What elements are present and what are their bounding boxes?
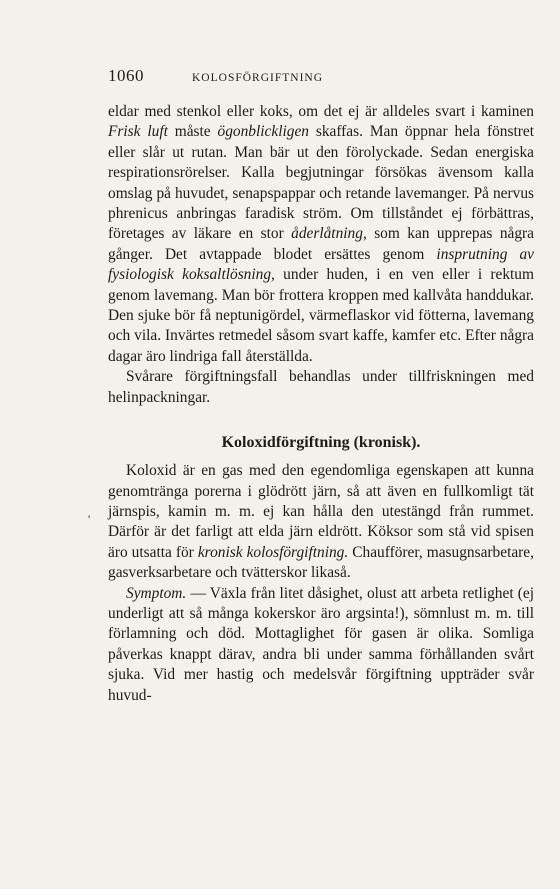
italic-text: ögonblickligen [217, 123, 309, 141]
text-run: Chaufförer, masugnsarbetare, gasverksarbetare och tvätterskor likaså. [108, 543, 534, 582]
text-run: under huden, i en ven eller i rektum genom lavemang. Man bör frottera kroppen med kallvåta handdukar. Den sjuke bör få neptunigördel, värmeflaskor vid fötterna, lavemang och vila. Invärtes retmedel såsom svart kaffe, kamfer etc. Efter några dagar äro lindriga fall återställda. [108, 266, 534, 365]
italic-text: Symptom. [126, 584, 187, 602]
italic-text: åderlåtning, [291, 225, 367, 243]
text-run: skaffas. Man öppnar hela fönstret eller slår ut rutan. Man bär ut den förolyckade. Sedan energiska respirationsrörelser. Kalla begjutningar försökas ävensom kalla omslag på huvudet, senapspappar och retande lavemanger. På nervus phrenicus anbringas faradisk ström. Om tillståndet ej förbättras, företages av läkare en stor [108, 123, 534, 243]
text-run: Koloxid är en gas med den egendomliga egenskapen att kunna genomtränga porerna i glödrött järn, så att även en fullkomligt tät järnspis, kamin m. m. ej kan hålla den utestängd från rummet. Därför är det farligt att elda järn eldrött. Köksor som stå vid spisen äro utsatta för [108, 462, 534, 561]
text-run: eldar med stenkol eller koks, om det ej är alldeles svart i kaminen [108, 103, 534, 120]
paragraph [108, 102, 534, 367]
text-run: — Växla från litet dåsighet, olust att arbeta retlighet (ej underligt att så många kokerskor äro argsinta!), sömnlust m. m. till förlamning och död. Mottaglighet för gasen är olika. Somliga påverkas knappt därav, andra bli under samma förhållanden svårt sjuka. Vid mer hastig och medelsvår förgiftning uppträder svår huvud- [108, 584, 534, 704]
margin-mark: ' [88, 512, 91, 526]
running-head: KOLOSFÖRGIFTNING [192, 72, 324, 84]
italic-text: Frisk luft [108, 123, 168, 141]
italic-text: kronisk kolosförgiftning. [197, 543, 349, 561]
body-text-bottom [108, 461, 534, 706]
page-number: 1060 [108, 66, 144, 85]
italic-text: insprutning av fysiologisk koksaltlösning, [108, 245, 534, 284]
paragraph [108, 584, 534, 706]
section-heading: Koloxidförgiftning (kronisk). [221, 434, 421, 452]
paragraph [108, 367, 534, 408]
page-header [108, 66, 534, 102]
text-run: måste [167, 123, 218, 141]
text-run: som kan upprepas några gånger. Det avtappade blodet ersättes genom [108, 225, 534, 263]
paragraph [108, 461, 534, 583]
text-run: Svårare förgiftningsfall behandlas under tillfriskningen med helinpackningar. [108, 368, 534, 406]
body-text-top [108, 102, 534, 408]
